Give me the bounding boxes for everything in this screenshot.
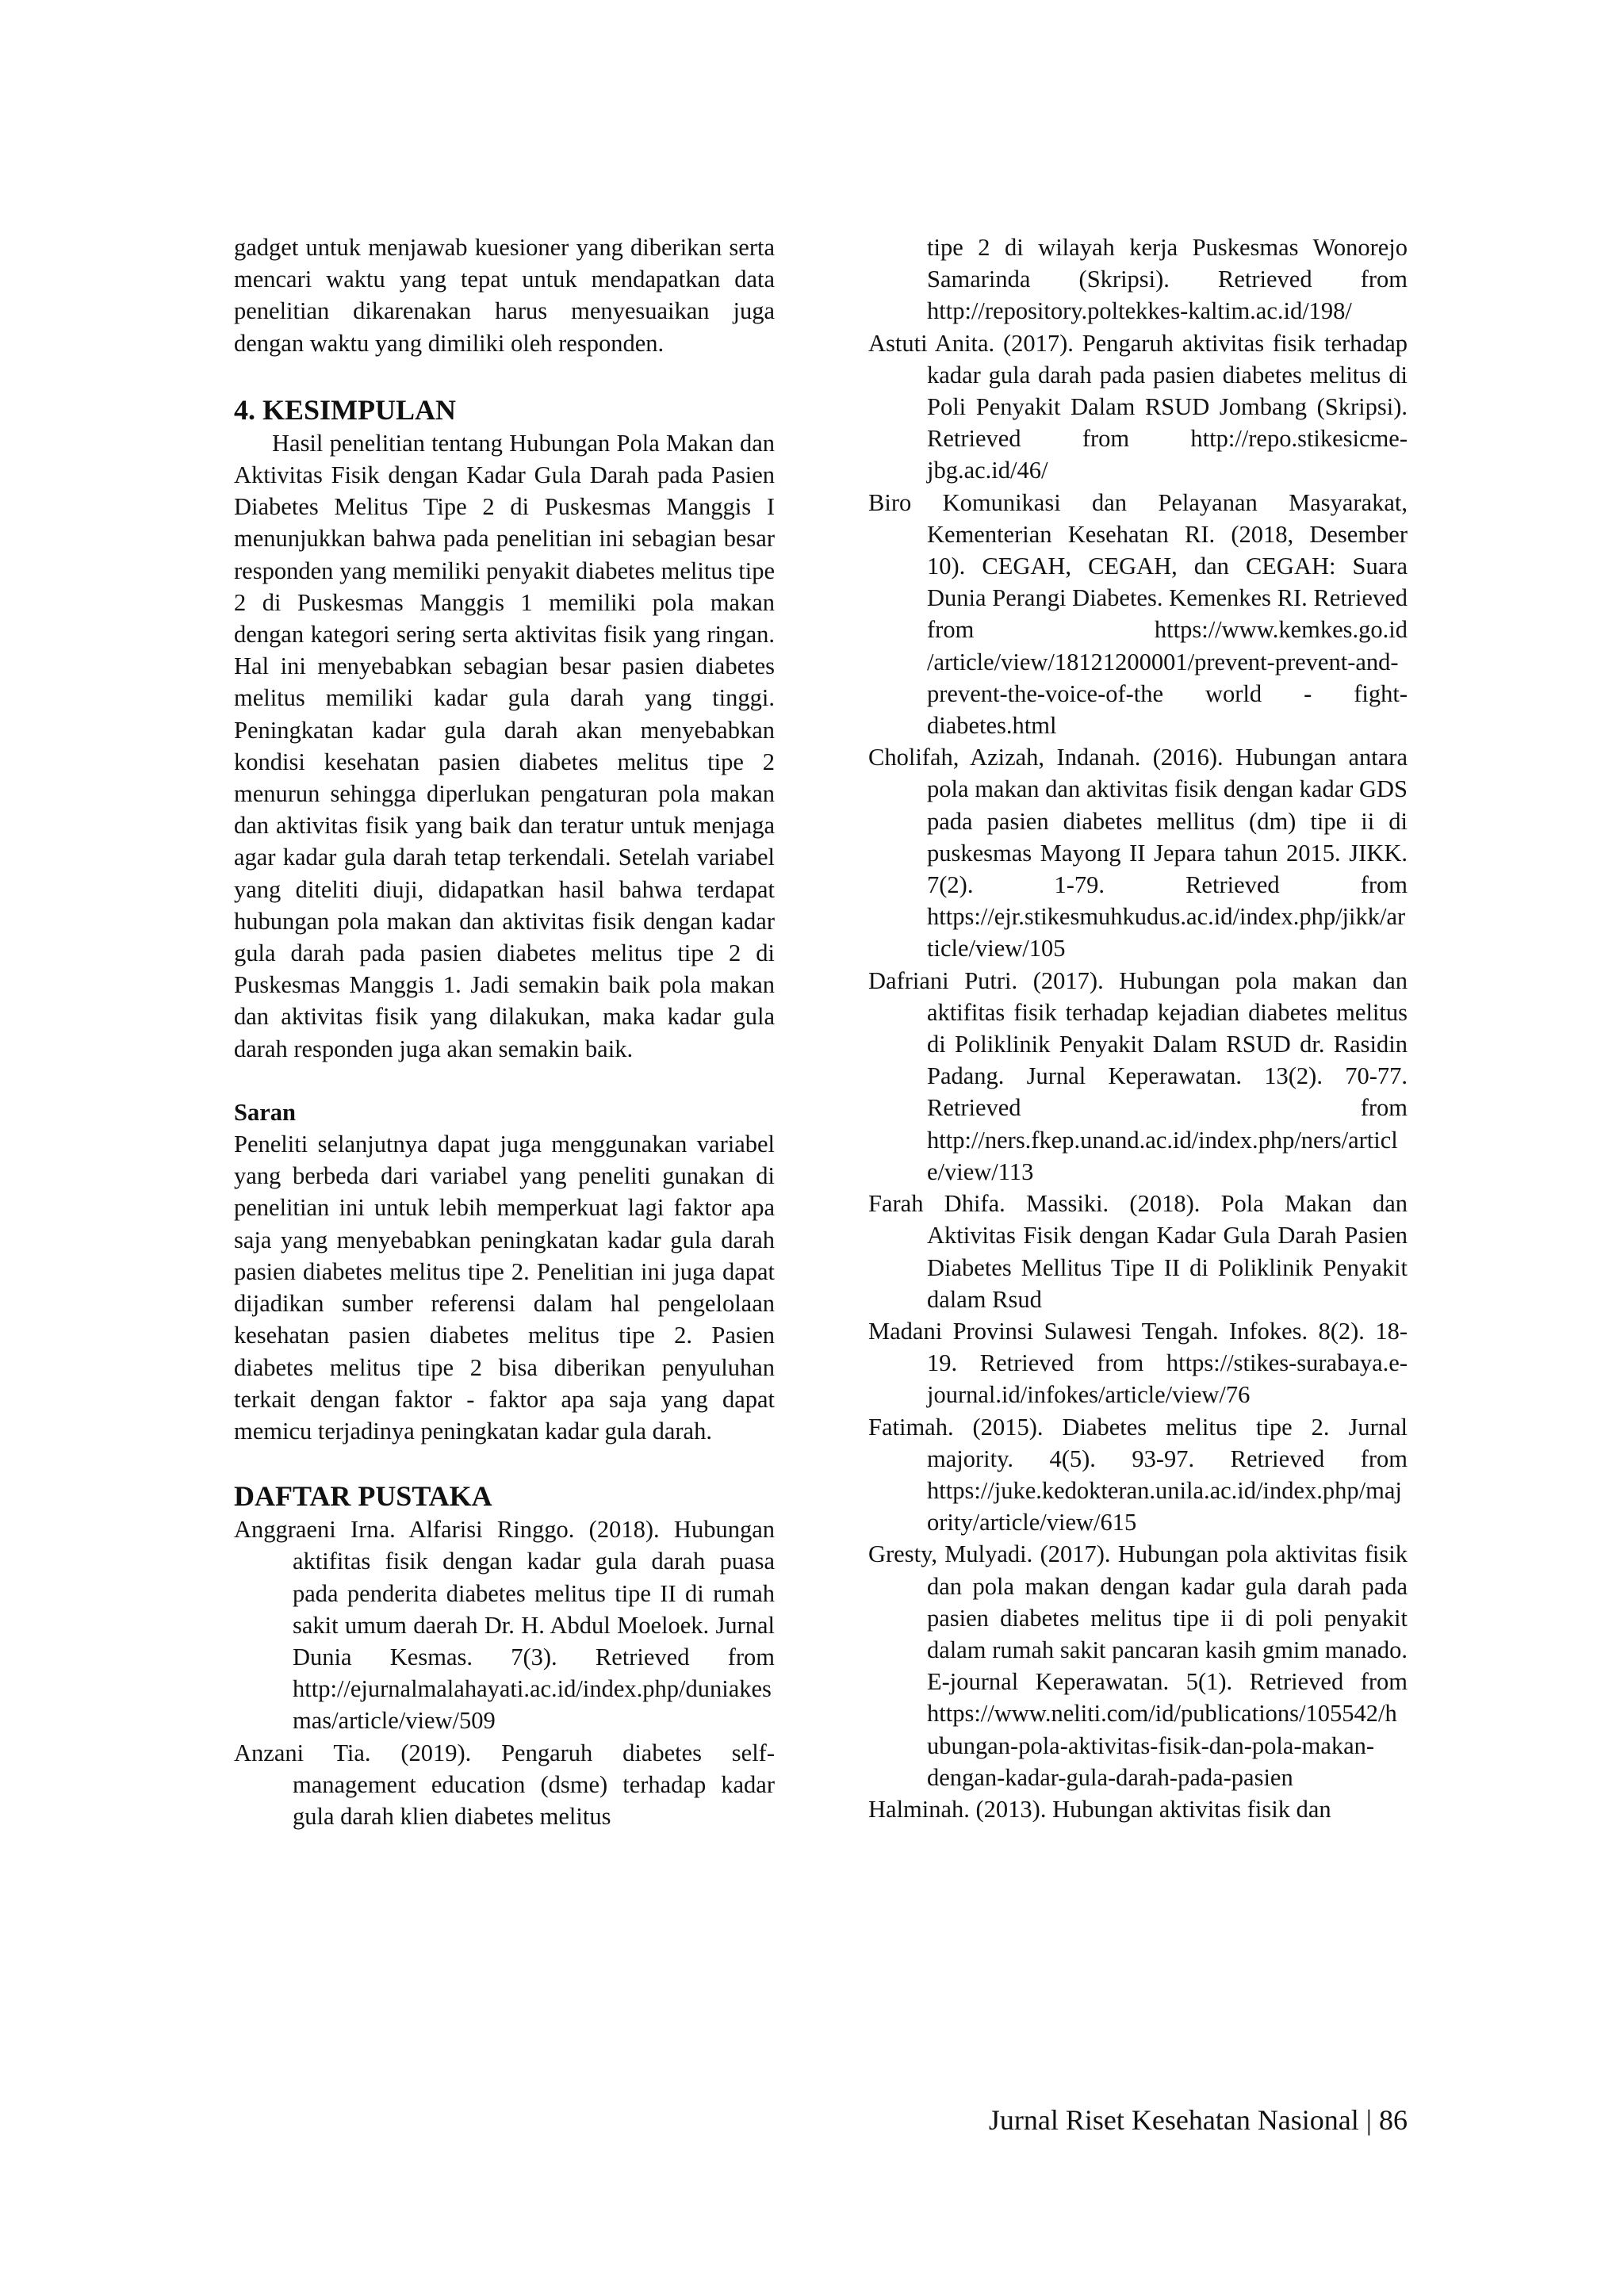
reference-item: Farah Dhifa. Massiki. (2018). Pola Makan dan Aktivitas Fisik dengan Kadar Gula Darah Pasien Diabetes Mellitus Tipe II di Poliklinik Penyakit dalam Rsud xyxy=(868,1190,1408,1313)
reference-continuation: tipe 2 di wilayah kerja Puskesmas Wonorejo Samarinda (Skripsi). Retrieved from http://repository.poltekkes-kaltim.ac.id/198/ xyxy=(927,234,1408,325)
intro-paragraph: gadget untuk menjawab kuesioner yang diberikan serta mencari waktu yang tepat untuk mendapatkan data penelitian dikarenakan harus menyesuaikan juga dengan waktu yang dimiliki oleh responden. xyxy=(234,234,775,357)
kesimpulan-heading: 4. KESIMPULAN xyxy=(234,393,457,426)
reference-item: Dafriani Putri. (2017). Hubungan pola makan dan aktifitas fisik terhadap kejadian diabetes melitus di Poliklinik Penyakit Dalam RSUD dr. Rasidin Padang. Jurnal Keperawatan. 13(2). 70-77. Retrieved from http://ners.fkep.unand.ac.id/index.php/ners/article/view/113 xyxy=(868,966,1408,1185)
reference-item: Anggraeni Irna. Alfarisi Ringgo. (2018). Hubungan aktifitas fisik dengan kadar gula darah puasa pada penderita diabetes melitus tipe II di rumah sakit umum daerah Dr. H. Abdul Moeloek. Jurnal Dunia Kesmas. 7(3). Retrieved from http://ejurnalmalahayati.ac.id/index.php/duniakesmas/article/view/509 xyxy=(234,1516,775,1735)
reference-item: Anzani Tia. (2019). Pengaruh diabetes self-management education (dsme) terhadap kadar gula darah klien diabetes melitus xyxy=(234,1739,775,1830)
saran-paragraph: Peneliti selanjutnya dapat juga menggunakan variabel yang berbeda dari variabel yang peneliti gunakan di penelitian ini untuk lebih memperkuat lagi faktor apa saja yang menyebabkan peningkatan kadar gula darah pasien diabetes melitus tipe 2. Penelitian ini juga dapat dijadikan sumber referensi dalam hal pengelolaan kesehatan pasien diabetes melitus tipe 2. Pasien diabetes melitus tipe 2 bisa diberikan penyuluhan terkait dengan faktor - faktor apa saja yang dapat memicu terjadinya peningkatan kadar gula darah. xyxy=(234,1131,775,1445)
right-column xyxy=(868,232,1408,1825)
daftar-pustaka-heading: DAFTAR PUSTAKA xyxy=(234,1480,492,1513)
reference-item: Cholifah, Azizah, Indanah. (2016). Hubungan antara pola makan dan aktivitas fisik dengan kadar GDS pada pasien diabetes mellitus (dm) tipe ii di puskesmas Mayong II Jepara tahun 2015. JIKK. 7(2). 1-79. Retrieved from https://ejr.stikesmuhkudus.ac.id/index.php/jikk/article/view/105 xyxy=(868,744,1408,962)
left-column xyxy=(234,232,775,1832)
page-footer: Jurnal Riset Kesehatan Nasional | 86 xyxy=(988,2104,1408,2136)
reference-item: Halminah. (2013). Hubungan aktivitas fisik dan xyxy=(868,1795,1331,1823)
reference-item: Biro Komunikasi dan Pelayanan Masyarakat, Kementerian Kesehatan RI. (2018, Desember 10). CEGAH, CEGAH, dan CEGAH: Suara Dunia Perangi Diabetes. Kemenkes RI. Retrieved from https://www.kemkes.go.id /article/view/18121200001/prevent-prevent-and-prevent-the-voice-of-the world - fight-diabetes.html xyxy=(868,488,1408,740)
reference-item: Madani Provinsi Sulawesi Tengah. Infokes. 8(2). 18-19. Retrieved from https://stikes-surabaya.e-journal.id/infokes/article/view/76 xyxy=(868,1317,1408,1409)
saran-heading: Saran xyxy=(234,1098,296,1126)
reference-item: Fatimah. (2015). Diabetes melitus tipe 2. Jurnal majority. 4(5). 93-97. Retrieved from https://juke.kedokteran.unila.ac.id/index.php/majority/article/view/615 xyxy=(868,1413,1408,1536)
reference-item: Astuti Anita. (2017). Pengaruh aktivitas fisik terhadap kadar gula darah pada pasien diabetes melitus di Poli Penyakit Dalam RSUD Jombang (Skripsi). Retrieved from http://repo.stikesicme-jbg.ac.id/46/ xyxy=(868,329,1408,484)
reference-item: Gresty, Mulyadi. (2017). Hubungan pola aktivitas fisik dan pola makan dengan kadar gula darah pada pasien diabetes melitus tipe ii di poli penyakit dalam rumah sakit pancaran kasih gmim manado. E-journal Keperawatan. 5(1). Retrieved from https://www.neliti.com/id/publications/105542/hubungan-pola-aktivitas-fisik-dan-pola-makan-dengan-kadar-gula-darah-pada-pasien xyxy=(868,1540,1408,1791)
kesimpulan-paragraph: Hasil penelitian tentang Hubungan Pola Makan dan Aktivitas Fisik dengan Kadar Gula Darah pada Pasien Diabetes Melitus Tipe 2 di Puskesmas Manggis I menunjukkan bahwa pada penelitian ini sebagian besar responden yang memiliki penyakit diabetes melitus tipe 2 di Puskesmas Manggis 1 memiliki pola makan dengan kategori sering serta aktivitas fisik yang ringan. Hal ini menyebabkan sebagian besar pasien diabetes melitus memiliki kadar gula darah yang tinggi. Peningkatan kadar gula darah akan menyebabkan kondisi kesehatan pasien diabetes melitus tipe 2 menurun sehingga diperlukan pengaturan pola makan dan aktivitas fisik yang baik dan teratur untuk menjaga agar kadar gula darah tetap terkendali. Setelah variabel yang diteliti diuji, didapatkan hasil bahwa terdapat hubungan pola makan dan aktivitas fisik dengan kadar gula darah pada pasien diabetes melitus tipe 2 di Puskesmas Manggis 1. Jadi semakin baik pola makan dan aktivitas fisik yang dilakukan, maka kadar gula darah responden juga akan semakin baik. xyxy=(234,429,775,1062)
